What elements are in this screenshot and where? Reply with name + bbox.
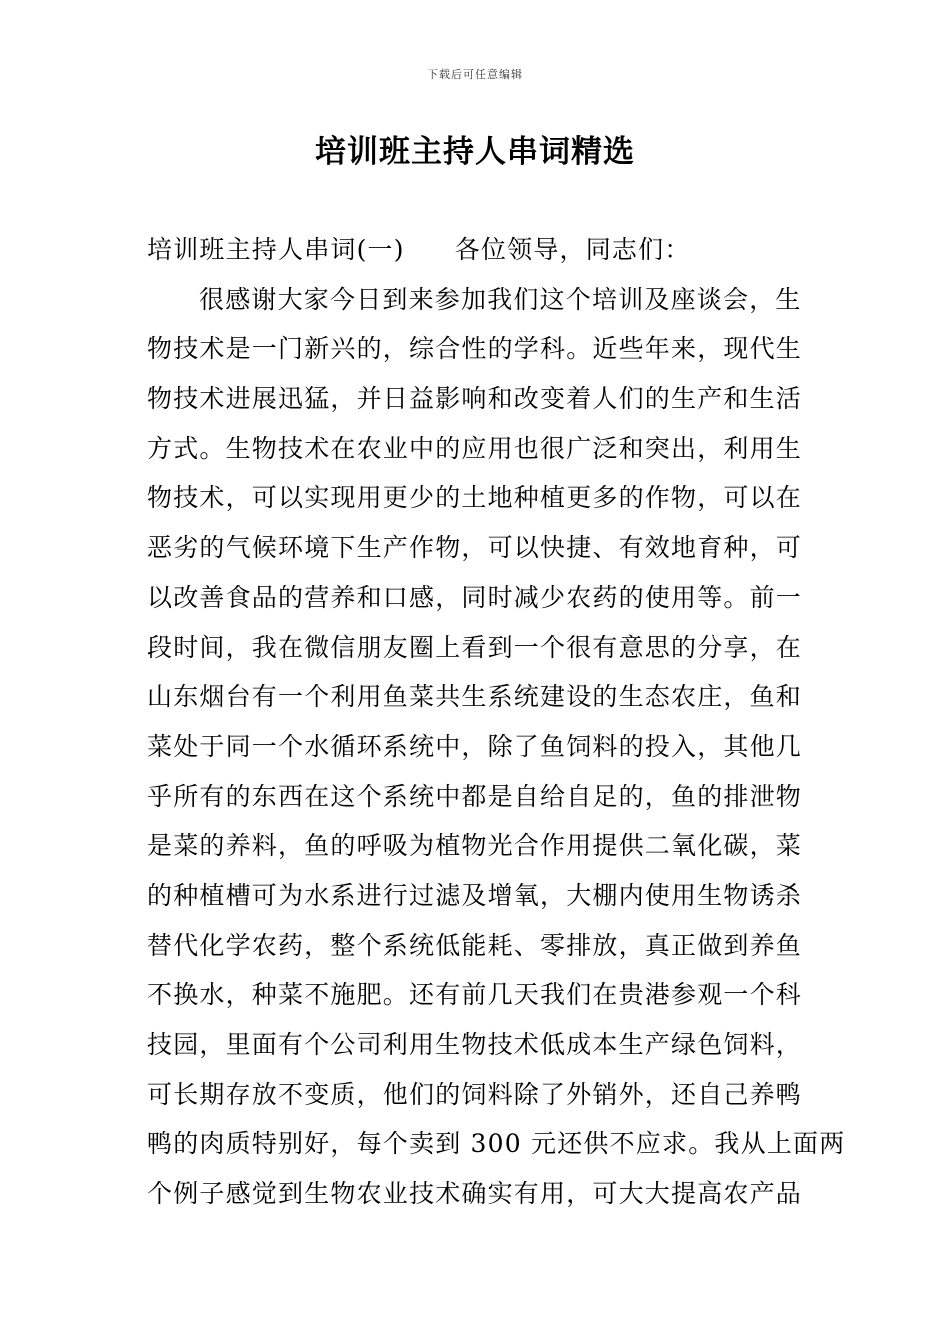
paragraph-line: 技园，里面有个公司利用生物技术低成本生产绿色饲料，: [147, 1030, 803, 1059]
section-label: 培训班主持人串词(一): [147, 235, 405, 264]
intro-line: [147, 225, 807, 275]
paragraph-line: 以改善食品的营养和口感，同时减少农药的使用等。前一: [147, 582, 803, 612]
paragraph-line: 恶劣的气候环境下生产作物，可以快捷、有效地育种，可: [147, 533, 803, 563]
paragraph-line: 菜处于同一个水循环系统中，除了鱼饲料的投入，其他几: [147, 731, 803, 761]
paragraph-line: 不换水，种菜不施肥。还有前几天我们在贵港参观一个科: [147, 980, 803, 1010]
paragraph-line: 的种植槽可为水系进行过滤及增氧，大棚内使用生物诱杀: [147, 880, 803, 910]
paragraph-line: 鸭的肉质特别好，每个卖到 300 元还供不应求。我从上面两: [147, 1129, 846, 1159]
header-note: 下载后可任意编辑: [427, 68, 523, 81]
paragraph-line: 是菜的养料，鱼的呼吸为植物光合作用提供二氧化碳，菜: [147, 831, 803, 861]
paragraph-line: 段时间，我在微信朋友圈上看到一个很有意思的分享，在: [147, 632, 803, 662]
paragraph-line: 方式。生物技术在农业中的应用也很广泛和突出，利用生: [147, 433, 803, 463]
paragraph-line: 可长期存放不变质，他们的饲料除了外销外，还自己养鸭: [147, 1079, 803, 1109]
paragraph-line: 物技术，可以实现用更少的土地种植更多的作物，可以在: [147, 483, 803, 513]
document-body: [147, 225, 846, 1219]
paragraph-line: 替代化学农药，整个系统低能耗、零排放，真正做到养鱼: [147, 930, 803, 960]
greeting: 各位领导，同志们：: [454, 235, 691, 264]
paragraph-line: 个例子感觉到生物农业技术确实有用，可大大提高农产品: [147, 1179, 803, 1209]
paragraph-line: 物技术是一门新兴的，综合性的学科。近些年来，现代生: [147, 334, 803, 364]
paragraph-line: 很感谢大家今日到来参加我们这个培训及座谈会，生: [199, 284, 802, 314]
paragraph-line: 乎所有的东西在这个系统中都是自给自足的，鱼的排泄物: [147, 781, 803, 811]
page-title: 培训班主持人串词精选: [315, 134, 635, 170]
paragraph-line: 山东烟台有一个利用鱼菜共生系统建设的生态农庄，鱼和: [147, 682, 803, 712]
paragraph-line: 物技术进展迅猛，并日益影响和改变着人们的生产和生活: [147, 384, 803, 414]
